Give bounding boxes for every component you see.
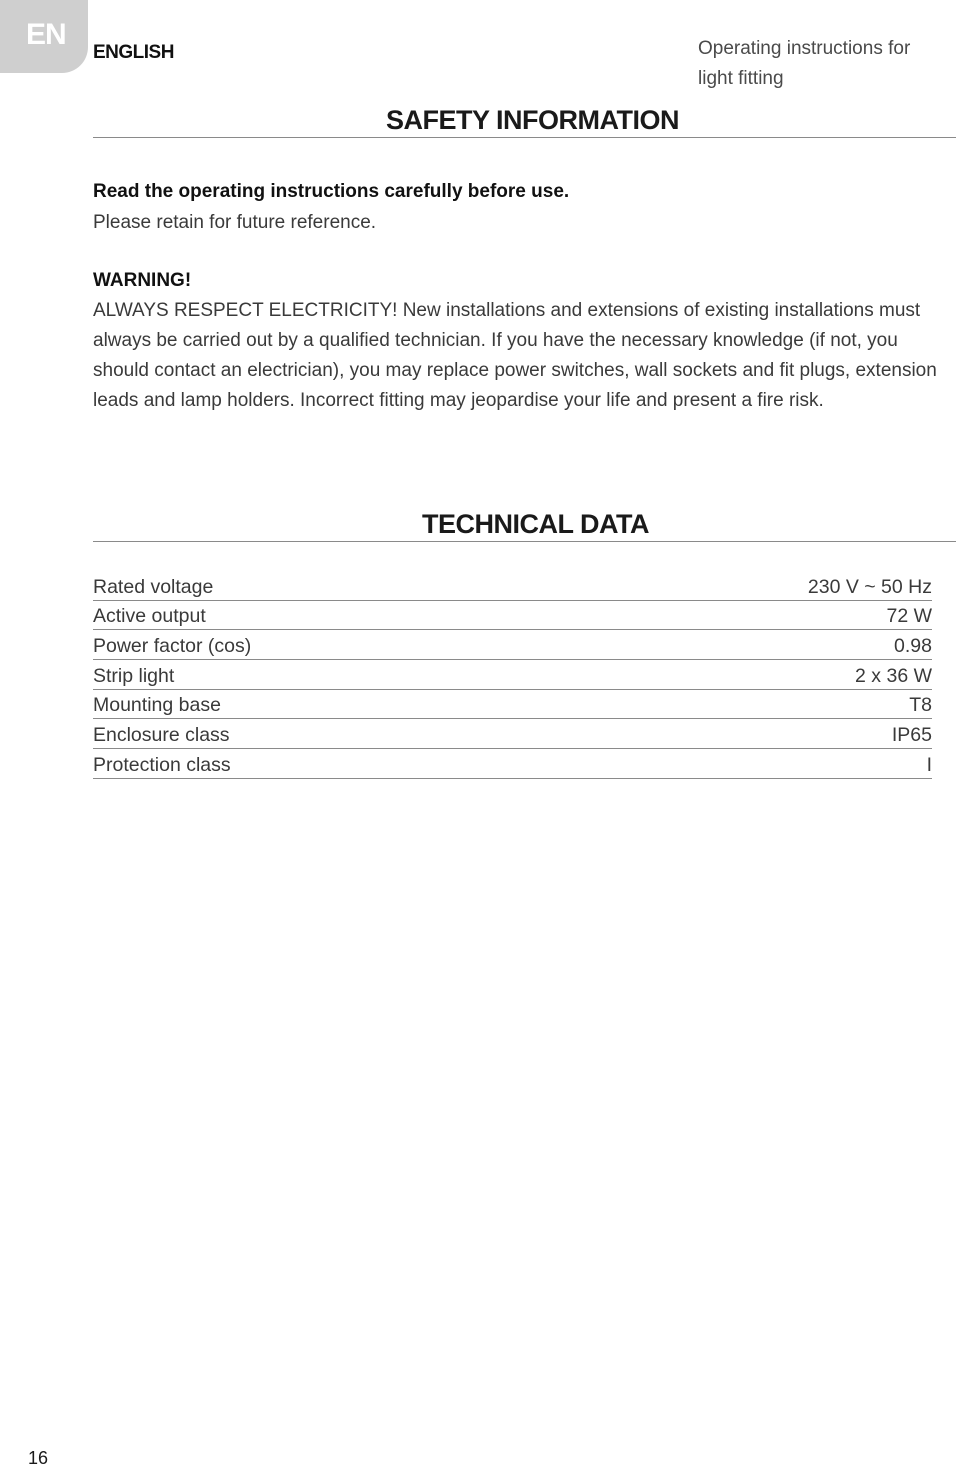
spec-label: Enclosure class: [93, 724, 230, 747]
technical-heading: TECHNICAL DATA: [422, 509, 649, 539]
table-row: [93, 571, 932, 601]
section-divider: [93, 541, 956, 542]
spec-value: 72 W: [886, 605, 932, 628]
table-row: [93, 749, 932, 779]
technical-data-table: [93, 571, 932, 779]
table-row: [93, 601, 932, 631]
spec-value: 2 x 36 W: [855, 664, 932, 687]
language-name: ENGLISH: [93, 42, 174, 63]
spec-label: Protection class: [93, 753, 231, 776]
spec-label: Mounting base: [93, 694, 221, 717]
intro-text: Please retain for future reference.: [93, 212, 377, 233]
page-number: 16: [28, 1448, 49, 1468]
spec-label: Strip light: [93, 664, 175, 687]
spec-label: Power factor (cos): [93, 635, 252, 658]
warning-block: [93, 266, 943, 416]
spec-value: I: [926, 753, 932, 776]
intro-block: [93, 176, 933, 238]
table-row: [93, 660, 932, 690]
spec-value: T8: [909, 694, 932, 717]
warning-text: ALWAYS RESPECT ELECTRICITY! New installations and extensions of existing installations must always be carried out by a qualified technician. If you have the necessary knowledge (if not, you should contact an electrician), you may replace power switches, wall sockets and fit plugs, extension leads and lamp holders. Incorrect fitting may jeopardise your life and present a fire risk.: [93, 300, 937, 411]
spec-value: 230 V ~ 50 Hz: [807, 575, 932, 598]
section-divider: [93, 137, 956, 138]
language-code: EN: [26, 18, 66, 51]
spec-value: IP65: [891, 724, 932, 747]
document-title: Operating instructions for light fitting: [698, 38, 911, 89]
table-row: [93, 690, 932, 720]
warning-title: WARNING!: [93, 270, 192, 291]
safety-heading: SAFETY INFORMATION: [386, 105, 679, 135]
spec-label: Active output: [93, 605, 206, 628]
table-row: [93, 630, 932, 660]
spec-label: Rated voltage: [93, 575, 214, 598]
table-row: [93, 719, 932, 749]
intro-bold-text: Read the operating instructions carefully before use.: [93, 181, 570, 202]
language-tab: [0, 0, 88, 73]
spec-value: 0.98: [894, 635, 932, 658]
